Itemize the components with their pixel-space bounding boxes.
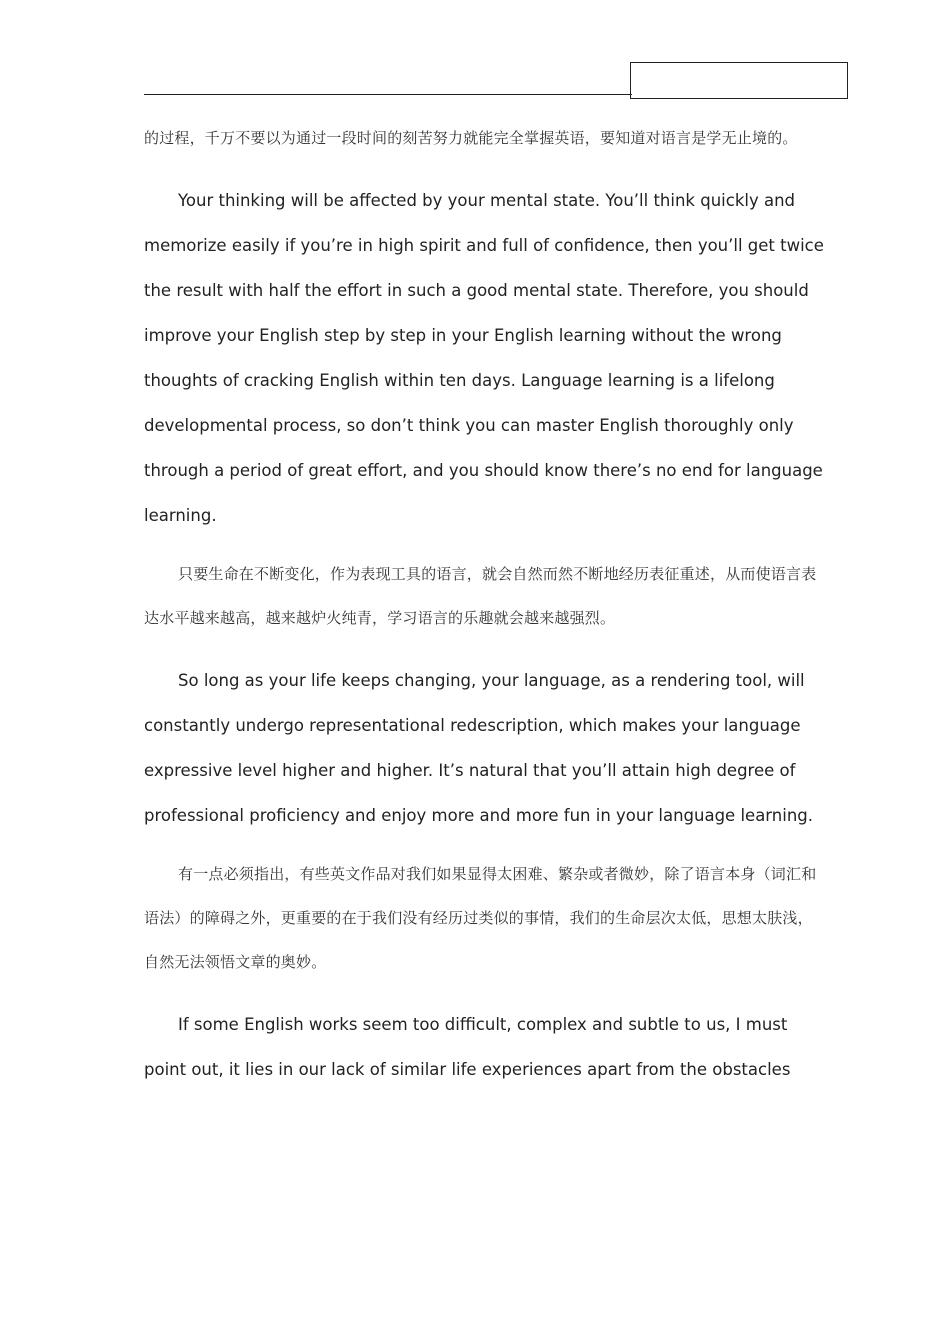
header-box	[630, 62, 848, 99]
paragraph-en-2: So long as your life keeps changing, your language, as a rendering tool, will constantly undergo representational redescription, which makes your language expressive level higher and higher. It’s natural that you’ll attain high degree of professional proficiency and enjoy more and more fun in your language learning.	[144, 671, 814, 825]
paragraph-zh-1: 的过程，千万不要以为通过一段时间的刻苦努力就能完全掌握英语，要知道对语言是学无止境的。	[144, 129, 798, 147]
document-body	[144, 116, 824, 1092]
header-rule	[144, 94, 632, 95]
paragraph-zh-2: 只要生命在不断变化，作为表现工具的语言，就会自然而然不断地经历表征重述，从而使语言表达水平越来越高，越来越炉火纯青，学习语言的乐趣就会越来越强烈。	[144, 565, 817, 627]
paragraph-zh-3: 有一点必须指出，有些英文作品对我们如果显得太困难、繁杂或者微妙，除了语言本身（词汇和语法）的障碍之外，更重要的在于我们没有经历过类似的事情，我们的生命层次太低，思想太肤浅，自然无法领悟文章的奥妙。	[144, 865, 817, 971]
paragraph-en-1: Your thinking will be affected by your mental state. You’ll think quickly and memorize easily if you’re in high spirit and full of confidence, then you’ll get twice the result with half the effort in such a good mental state. Therefore, you should improve your English step by step in your English learning without the wrong thoughts of cracking English within ten days. Language learning is a lifelong developmental process, so don’t think you can master English thoroughly only through a period of great effort, and you should know there’s no end for language learning.	[144, 191, 824, 525]
paragraph-en-3: If some English works seem too difficult, complex and subtle to us, I must point out, it lies in our lack of similar life experiences apart from the obstacles	[144, 1015, 791, 1079]
